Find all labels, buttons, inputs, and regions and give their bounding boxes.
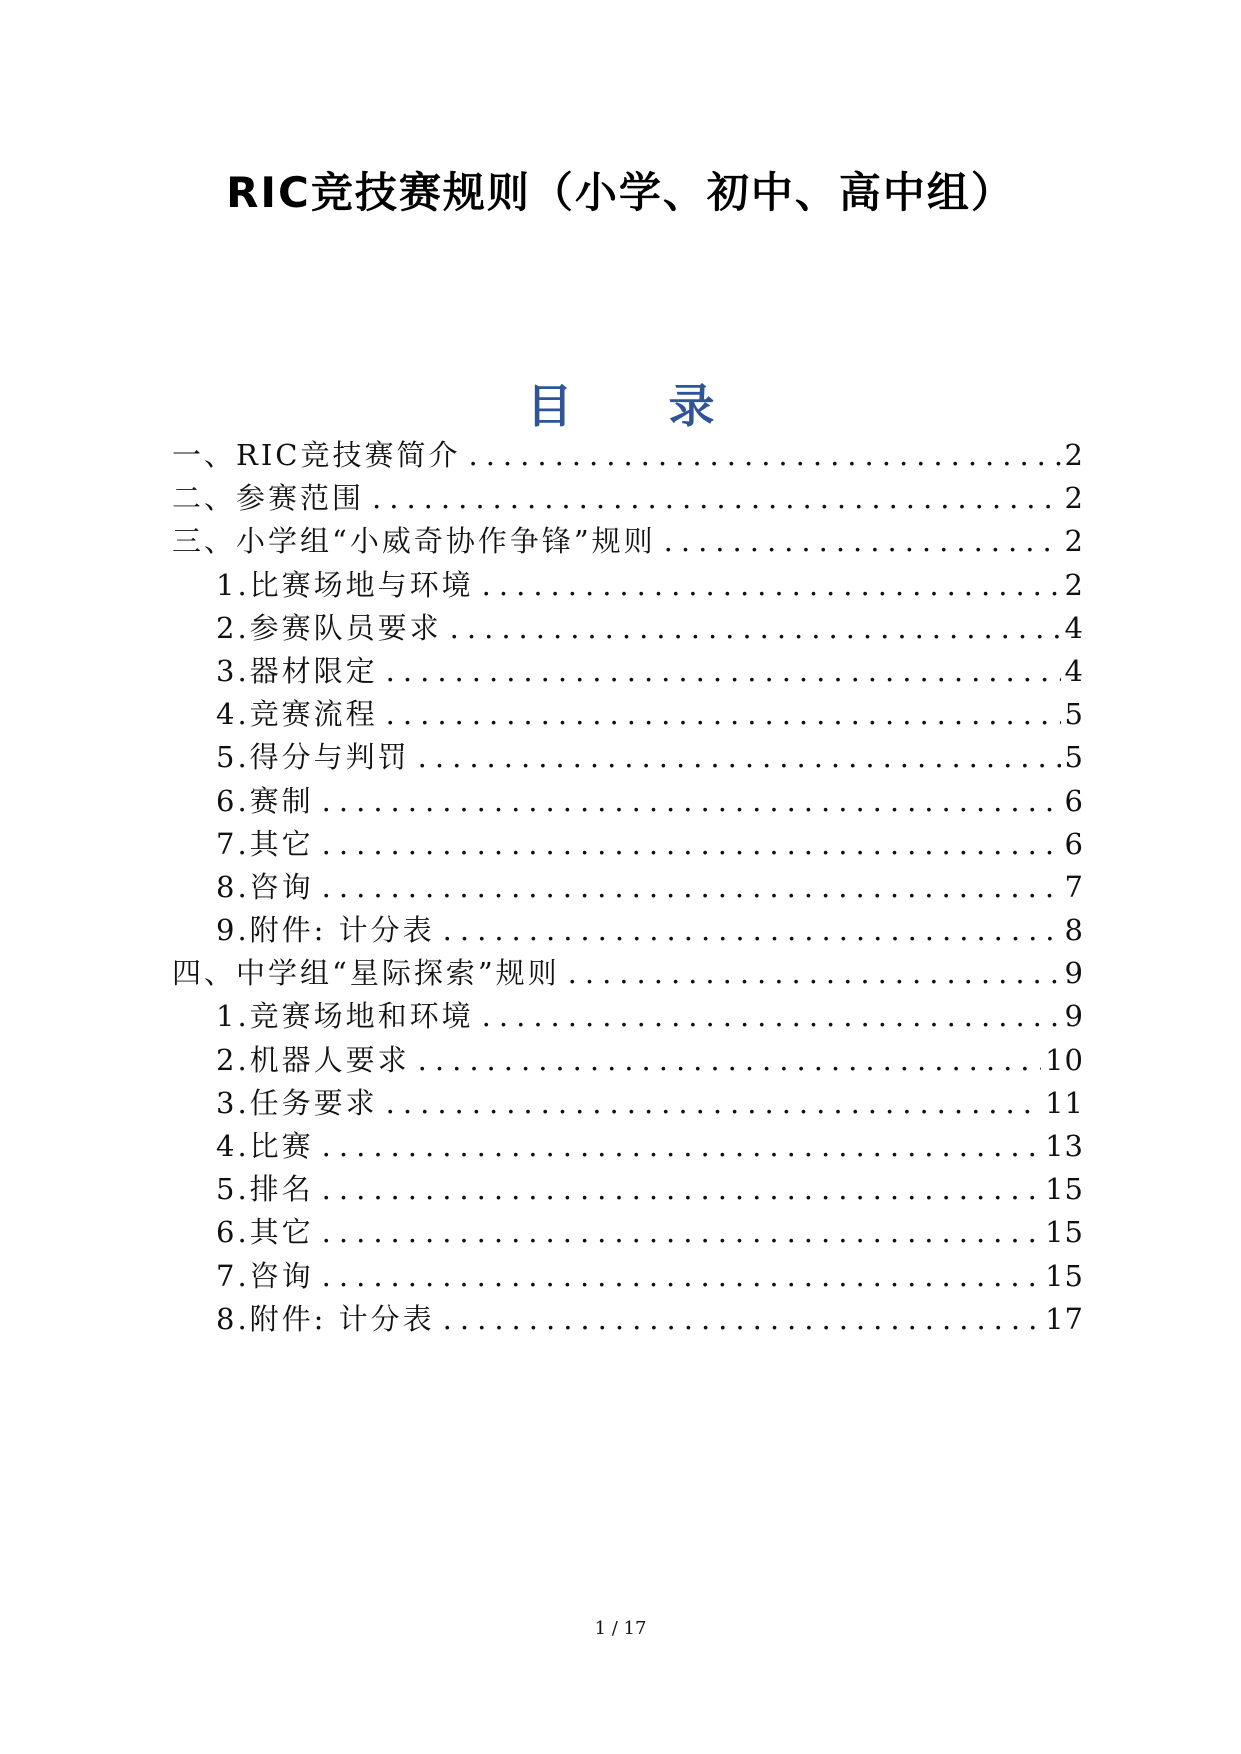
- toc-entry[interactable]: [172, 692, 1084, 735]
- toc-entry[interactable]: [172, 951, 1084, 994]
- toc-entry-label: 7.其它: [216, 826, 314, 861]
- toc-entry-page: 17: [1045, 1301, 1084, 1336]
- toc-entry-page: 5: [1064, 697, 1084, 732]
- toc-entry-page: 11: [1045, 1085, 1084, 1120]
- toc-entry-label: 6.赛制: [216, 783, 314, 818]
- toc-entry-page: 9: [1064, 956, 1084, 991]
- toc-entry-page: 6: [1064, 826, 1084, 861]
- toc-dot-leader: [664, 524, 1061, 558]
- toc-dot-leader: [322, 827, 1061, 861]
- toc-entry[interactable]: [172, 649, 1084, 692]
- toc-entry[interactable]: [172, 1038, 1084, 1081]
- toc-entry-label: 2.参赛队员要求: [216, 610, 442, 645]
- toc-entry[interactable]: [172, 1297, 1084, 1340]
- toc-entry-label: 三、小学组“小威奇协作争锋”规则: [172, 524, 656, 559]
- toc-entry-page: 5: [1064, 740, 1084, 775]
- toc-dot-leader: [322, 1259, 1041, 1293]
- page-number-footer: 1 / 17: [594, 1618, 647, 1639]
- toc-dot-leader: [322, 1129, 1041, 1163]
- toc-entry-page: 2: [1064, 524, 1084, 559]
- toc-entry[interactable]: [172, 779, 1084, 822]
- toc-entry-page: 8: [1064, 913, 1084, 948]
- toc-dot-leader: [568, 956, 1061, 990]
- toc-dot-leader: [418, 740, 1061, 774]
- toc-dot-leader: [322, 784, 1061, 818]
- toc-entry-label: 3.器材限定: [216, 653, 378, 688]
- toc-entry-page: 7: [1064, 869, 1084, 904]
- toc-entry[interactable]: [172, 994, 1084, 1037]
- toc-entry[interactable]: [172, 606, 1084, 649]
- toc-entry-page: 15: [1045, 1215, 1084, 1250]
- toc-entry[interactable]: [172, 865, 1084, 908]
- toc-entry-label: 8.咨询: [216, 869, 314, 904]
- toc-entry[interactable]: [172, 476, 1084, 519]
- toc-dot-leader: [386, 697, 1061, 731]
- toc-dot-leader: [482, 568, 1061, 602]
- toc-entry-label: 5.排名: [216, 1172, 314, 1207]
- toc-entry-label: 1.比赛场地与环境: [216, 567, 474, 602]
- toc-entry[interactable]: [172, 1210, 1084, 1253]
- toc-entry-label: 8.附件: 计分表: [216, 1301, 435, 1336]
- toc-entry-page: 4: [1064, 610, 1084, 645]
- toc-entry-page: 2: [1064, 481, 1084, 516]
- toc-entry[interactable]: [172, 563, 1084, 606]
- toc-entry-page: 2: [1064, 438, 1084, 472]
- toc-entry-page: 9: [1064, 999, 1084, 1034]
- toc-dot-leader: [372, 481, 1061, 515]
- toc-entry-label: 7.咨询: [216, 1258, 314, 1293]
- toc-dot-leader: [386, 654, 1061, 688]
- toc-entry-label: 1.竞赛场地和环境: [216, 999, 474, 1034]
- toc-entry[interactable]: [172, 1167, 1084, 1210]
- toc-entry[interactable]: [172, 735, 1084, 778]
- toc-dot-leader: [322, 870, 1061, 904]
- toc-entry[interactable]: [172, 433, 1084, 476]
- toc-entry[interactable]: [172, 908, 1084, 951]
- toc-entry-label: 5.得分与判罚: [216, 740, 410, 775]
- toc-dot-leader: [443, 1302, 1041, 1336]
- toc-entry[interactable]: [172, 822, 1084, 865]
- toc-entry[interactable]: [172, 1254, 1084, 1297]
- toc-heading: 目 录: [526, 379, 755, 433]
- toc-entry-page: 10: [1045, 1042, 1084, 1077]
- toc-entry-label: 3.任务要求: [216, 1085, 378, 1120]
- toc-entry-page: 4: [1064, 653, 1084, 688]
- toc-entry-label: 4.比赛: [216, 1129, 314, 1163]
- toc-dot-leader: [468, 438, 1060, 472]
- toc-entry-page: 6: [1064, 783, 1084, 818]
- table-of-contents: [172, 433, 1084, 1340]
- toc-entry-label: 四、中学组“星际探索”规则: [172, 956, 560, 991]
- page-title: RIC竞技赛规则（小学、初中、高中组）: [226, 168, 1015, 217]
- toc-entry-label: 一、RIC竞技赛简介: [172, 438, 461, 472]
- toc-dot-leader: [418, 1043, 1041, 1077]
- toc-entry-page: 15: [1045, 1172, 1084, 1207]
- toc-dot-leader: [322, 1215, 1041, 1249]
- toc-entry-label: 二、参赛范围: [172, 481, 365, 516]
- toc-entry[interactable]: [172, 519, 1084, 562]
- toc-entry-label: 4.竞赛流程: [216, 697, 378, 732]
- toc-dot-leader: [482, 999, 1061, 1033]
- toc-dot-leader: [322, 1172, 1041, 1206]
- toc-entry-page: 13: [1045, 1129, 1084, 1163]
- toc-entry-label: 6.其它: [216, 1215, 314, 1250]
- toc-dot-leader: [386, 1086, 1041, 1120]
- toc-dot-leader: [443, 913, 1061, 947]
- toc-entry[interactable]: [172, 1124, 1084, 1167]
- toc-dot-leader: [450, 611, 1061, 645]
- toc-entry-page: 2: [1064, 567, 1084, 602]
- toc-entry-label: 9.附件: 计分表: [216, 913, 435, 948]
- toc-entry-label: 2.机器人要求: [216, 1042, 410, 1077]
- toc-entry-page: 15: [1045, 1258, 1084, 1293]
- toc-entry[interactable]: [172, 1081, 1084, 1124]
